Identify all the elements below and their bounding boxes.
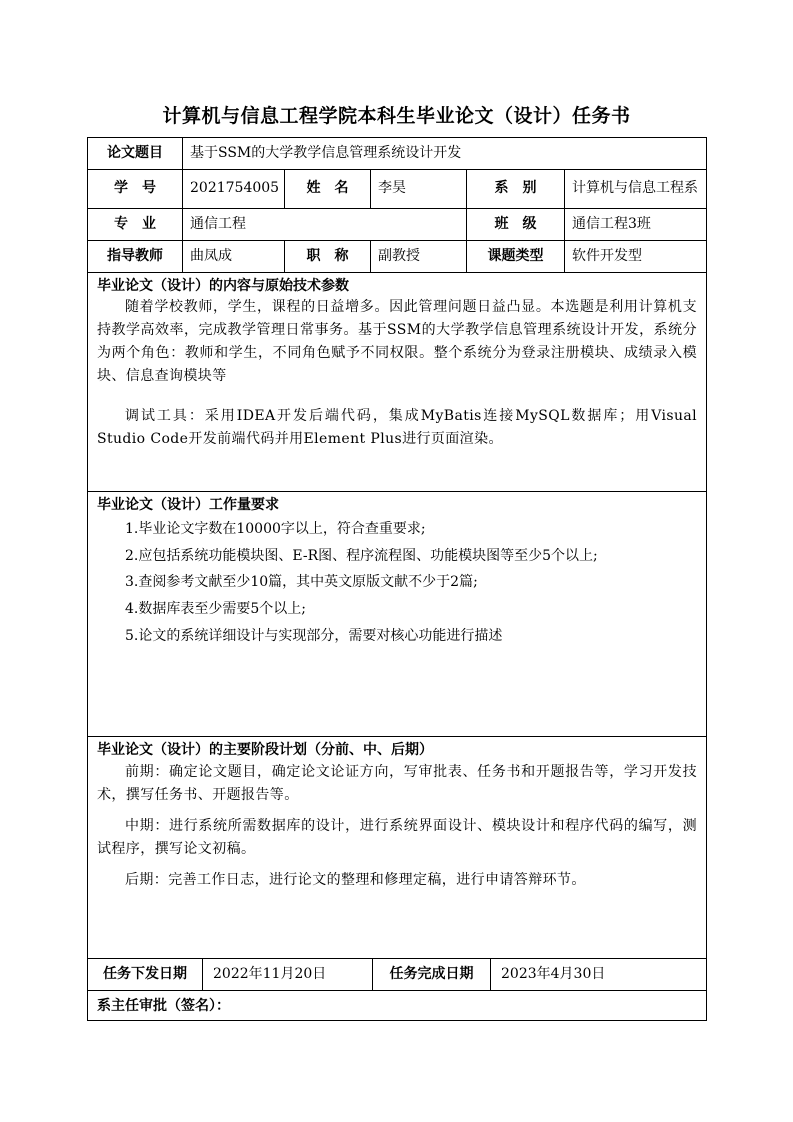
class-value: 通信工程3班 [572, 215, 651, 232]
workload-item: 2.应包括系统功能模块图、E-R图、程序流程图、功能模块图等至少5个以上; [125, 548, 598, 564]
schedule-section-heading: 毕业论文（设计）的主要阶段计划（分前、中、后期） [97, 742, 433, 758]
issue-date-label: 任务下发日期 [103, 965, 187, 982]
workload-item: 1.毕业论文字数在10000字以上，符合查重要求; [125, 521, 426, 537]
workload-item: 3.查阅参考文献至少10篇，其中英文原版文献不少于2篇; [125, 574, 478, 590]
name-label: 姓 名 [306, 180, 349, 196]
tools-paragraph: 调试工具：采用IDEA开发后端代码，集成MyBatis连接MySQL数据库；用Visual Studio Code开发前端代码并用Element Plus进行页面渲染。 [97, 408, 697, 447]
late-phase-paragraph: 后期：完善工作日志，进行论文的整理和修理定稿，进行申请答辩环节。 [125, 872, 586, 888]
page-title: 计算机与信息工程学院本科生毕业论文（设计）任务书 [162, 105, 631, 127]
rank-label: 职 称 [306, 247, 349, 264]
student-id-label: 学 号 [114, 180, 156, 196]
row-divider [88, 491, 706, 492]
workload-item: 4.数据库表至少需要5个以上; [125, 601, 306, 617]
thesis-title-label: 论文题目 [107, 145, 163, 161]
workload-item: 5.论文的系统详细设计与实现部分，需要对核心功能进行描述 [125, 628, 503, 644]
advisor-label: 指导教师 [107, 247, 163, 264]
major-label: 专 业 [114, 215, 156, 232]
row-divider [88, 272, 706, 273]
thesis-title-value: 基于SSM的大学教学信息管理系统设计开发 [190, 145, 462, 161]
finish-date-label: 任务完成日期 [389, 965, 474, 982]
content-paragraph: 随着学校教师，学生，课程的日益增多。因此管理问题日益凸显。本选题是利用计算机支持教学高效率，完成教学管理日常事务。基于SSM的大学教学信息管理系统设计开发，系统分为两个角色：教师和学生，不同角色赋予不同权限。整个系统分为登录注册模块、成绩录入模块、信息查询模块等 [97, 299, 697, 384]
department-value: 计算机与信息工程系 [572, 180, 698, 196]
student-id-value: 2021754005 [190, 180, 280, 196]
rank-value: 副教授 [378, 247, 420, 264]
dept-head-approval-label: 系主任审批（签名）： [97, 997, 230, 1014]
department-label: 系 别 [494, 180, 537, 196]
content-section-heading: 毕业论文（设计）的内容与原始技术参数 [97, 278, 349, 294]
early-phase-paragraph: 前期：确定论文题目，确定论文论证方向，写审批表、任务书和开题报告等，学习开发技术，撰写任务书、开题报告等。 [97, 764, 697, 803]
project-type-label: 课题类型 [487, 247, 544, 264]
task-form-table [87, 137, 707, 1021]
project-type-value: 软件开发型 [572, 247, 642, 264]
major-value: 通信工程 [190, 215, 246, 232]
workload-section-heading: 毕业论文（设计）工作量要求 [97, 497, 279, 513]
class-label: 班 级 [494, 215, 537, 232]
mid-phase-paragraph: 中期：进行系统所需数据库的设计，进行系统界面设计、模块设计和程序代码的编写，测试程序，撰写论文初稿。 [97, 818, 697, 857]
advisor-value: 曲凤成 [190, 247, 232, 264]
issue-date-value: 2022年11月20日 [213, 965, 327, 982]
row-divider [88, 736, 706, 737]
finish-date-value: 2023年4月30日 [501, 965, 606, 982]
name-value: 李昊 [378, 180, 406, 196]
